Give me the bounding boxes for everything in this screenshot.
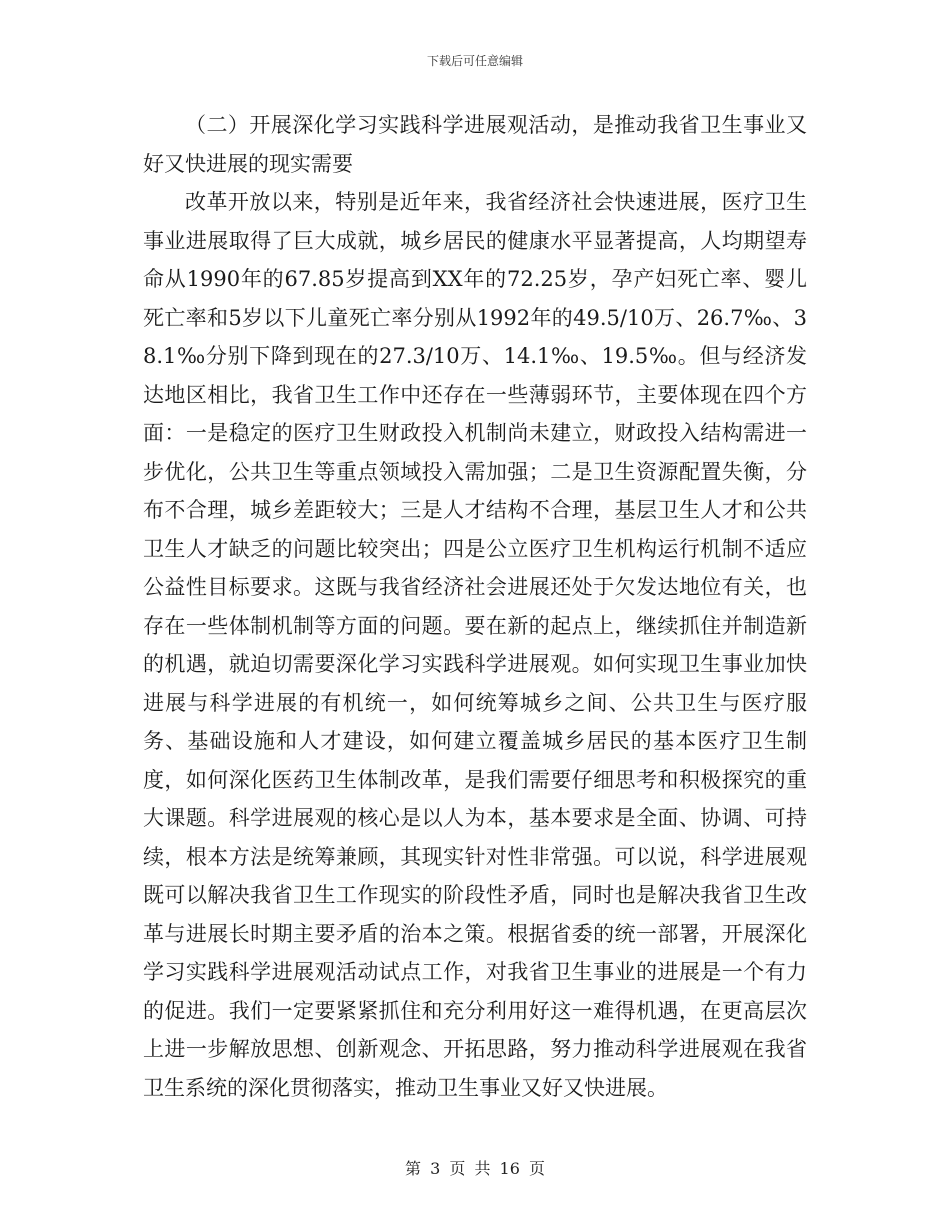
- page-number: 第 3 页 共 16 页: [405, 1159, 545, 1178]
- section-heading: （二）开展深化学习实践科学进展观活动，是推动我省卫生事业又好又快进展的现实需要: [143, 113, 807, 176]
- body-paragraph: 改革开放以来，特别是近年来，我省经济社会快速进展，医疗卫生事业进展取得了巨大成就，城乡居民的健康水平显著提高，人均期望寿命从1990年的67.85岁提高到XX年的72.25岁，孕产妇死亡率、婴儿死亡率和5岁以下儿童死亡率分别从1992年的49.5/10万、26.7‰、38.1‰分别下降到现在的27.3/10万、14.1‰、19.5‰。但与经济发达地区相比，我省卫生工作中还存在一些薄弱环节，主要体现在四个方面：一是稳定的医疗卫生财政投入机制尚未建立，财政投入结构需进一步优化，公共卫生等重点领域投入需加强；二是卫生资源配置失衡，分布不合理，城乡差距较大；三是人才结构不合理，基层卫生人才和公共卫生人才缺乏的问题比较突出；四是公立医疗卫生机构运行机制不适应公益性目标要求。这既与我省经济社会进展还处于欠发达地位有关，也存在一些体制机制等方面的问题。要在新的起点上，继续抓住并制造新的机遇，就迫切需要深化学习实践科学进展观。如何实现卫生事业加快进展与科学进展的有机统一，如何统筹城乡之间、公共卫生与医疗服务、基础设施和人才建设，如何建立覆盖城乡居民的基本医疗卫生制度，如何深化医药卫生体制改革，是我们需要仔细思考和积极探究的重大课题。科学进展观的核心是以人为本，基本要求是全面、协调、可持续，根本方法是统筹兼顾，其现实针对性非常强。可以说，科学进展观既可以解决我省卫生工作现实的阶段性矛盾，同时也是解决我省卫生改革与进展长时期主要矛盾的治本之策。根据省委的统一部署，开展深化学习实践科学进展观活动试点工作，对我省卫生事业的进展是一个有力的促进。我们一定要紧紧抓住和充分利用好这一难得机遇，在更高层次上进一步解放思想、创新观念、开拓思路，努力推动科学进展观在我省卫生系统的深化贯彻落实，推动卫生事业又好又快进展。: [143, 190, 807, 1100]
- page-header: 下载后可任意编辑: [426, 54, 523, 68]
- document-body: [143, 106, 807, 1107]
